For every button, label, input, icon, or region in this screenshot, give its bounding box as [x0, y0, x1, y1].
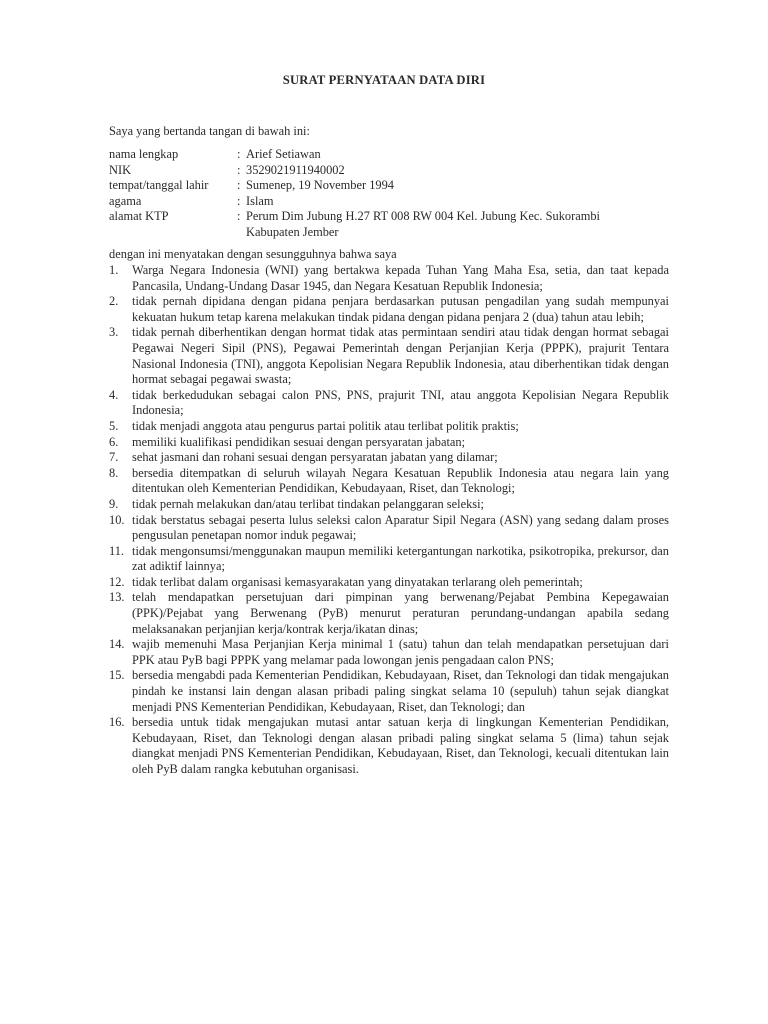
document-title: SURAT PERNYATAAN DATA DIRI [282, 73, 486, 87]
statement-number: 4. [109, 387, 119, 402]
field-value [246, 209, 669, 240]
field-colon: : [237, 162, 241, 177]
statement-item [109, 544, 669, 575]
statement-text: sehat jasmani dan rohani sesuai dengan persyaratan jabatan yang dilamar; [132, 450, 498, 465]
statement-item [109, 419, 669, 435]
statement-text: tidak mengonsumsi/menggunakan maupun memiliki ketergantungan narkotika, psikotropika, prekursor, dan zat adiktif lainnya; [132, 543, 669, 574]
statement-text: telah mendapatkan persetujuan dari pimpinan yang berwenang/Pejabat Pembina Kepegawaian (PPK)/Pejabat yang Berwenang (PyB) menurut peraturan perundang-undangan apabila sedang melaksanakan perjanjian kerja/kontrak kerja/ikatan dinas; [132, 590, 669, 636]
statement-item [109, 435, 669, 451]
field-value [246, 178, 669, 194]
field-value [246, 194, 669, 210]
statement-number: 14. [109, 637, 125, 652]
statement-item [109, 513, 669, 544]
statement-number: 13. [109, 590, 125, 605]
statement-text: bersedia ditempatkan di seluruh wilayah Negara Kesatuan Republik Indonesia atau negara lain yang ditentukan oleh Kementerian Pendidikan, Kebudayaan, Riset, dan Teknologi; [132, 465, 669, 496]
statement-text: bersedia untuk tidak mengajukan mutasi antar satuan kerja di lingkungan Kementerian Pendidikan, Kebudayaan, Riset, dan Teknologi dengan alasan pribadi paling singkat selama 5 (lima) tahun sejak diangkat menjadi PNS Kementerian Pendidikan, Kebudayaan, Riset, dan Teknologi, kecuali ditentukan lain oleh PyB dalam rangka kebutuhan organisasi. [132, 715, 669, 776]
declaration-text: dengan ini menyatakan dengan sesungguhnya bahwa saya [109, 247, 397, 261]
statement-item [109, 497, 669, 513]
statement-text: tidak terlibat dalam organisasi kemasyarakatan yang dinyatakan terlarang oleh pemerintah; [132, 574, 583, 589]
field-label: NIK [109, 162, 132, 177]
statement-item [109, 637, 669, 668]
field-value-line: 3529021911940002 [246, 162, 345, 177]
statement-text: tidak pernah melakukan dan/atau terlibat tindakan pelanggaran seleksi; [132, 496, 484, 511]
field-value-line: Perum Dim Jubung H.27 RT 008 RW 004 Kel. Jubung Kec. Sukorambi [246, 209, 600, 224]
field-value-line: Arief Setiawan [246, 147, 321, 161]
statement-text: tidak pernah dipidana dengan pidana penjara berdasarkan putusan pengadilan yang sudah mempunyai kekuatan hukum tetap karena melakukan tindak pidana dengan pidana penjara 2 (dua) tahun atau lebih; [132, 294, 669, 324]
field-value-line-2: Kabupaten Jember [246, 224, 339, 239]
field-row [109, 209, 669, 240]
field-row [109, 194, 669, 210]
statement-text: Warga Negara Indonesia (WNI) yang bertakwa kepada Tuhan Yang Maha Esa, setia, dan taat kepada Pancasila, Undang-Undang Dasar 1945, dan Negara Kesatuan Republik Indonesia; [132, 263, 669, 293]
statement-item [109, 450, 669, 466]
field-value [246, 163, 669, 179]
field-colon: : [237, 147, 241, 161]
statement-number: 11. [109, 543, 125, 558]
field-colon: : [237, 178, 241, 193]
statement-item [109, 668, 669, 715]
field-row [109, 147, 669, 163]
statement-text: tidak menjadi anggota atau pengurus partai politik atau terlibat politik praktis; [132, 418, 519, 433]
statement-item [109, 294, 669, 325]
statement-text: memiliki kualifikasi pendidikan sesuai dengan persyaratan jabatan; [132, 434, 466, 449]
statement-number: 12. [109, 574, 125, 589]
statement-number: 5. [109, 418, 119, 433]
field-label: agama [109, 193, 142, 208]
statement-text: wajib memenuhi Masa Perjanjian Kerja minimal 1 (satu) tahun dan telah mendapatkan persetujuan dari PPK atau PyB bagi PPPK yang melamar pada lowongan jenis pengadaan calon PNS; [132, 637, 669, 667]
statement-item [109, 590, 669, 637]
personal-data-fields [109, 147, 669, 241]
statement-number: 3. [109, 325, 119, 340]
statement-number: 7. [109, 450, 119, 465]
statement-number: 1. [109, 263, 119, 277]
field-label: tempat/tanggal lahir [109, 178, 209, 193]
statement-number: 9. [109, 496, 119, 511]
statement-item [109, 715, 669, 777]
statement-text: tidak berkedudukan sebagai calon PNS, PNS, prajurit TNI, atau anggota Kepolisian Negara Republik Indonesia; [132, 387, 669, 418]
statement-list [109, 263, 669, 778]
statement-item [109, 388, 669, 419]
statement-text: tidak berstatus sebagai peserta lulus seleksi calon Aparatur Sipil Negara (ASN) yang sedang dalam proses pengusulan penetapan nomor induk pegawai; [132, 512, 669, 543]
field-colon: : [237, 193, 241, 208]
field-colon: : [237, 209, 241, 224]
field-value-line: Islam [246, 193, 274, 208]
statement-item [109, 575, 669, 591]
statement-number: 16. [109, 715, 125, 730]
field-row [109, 163, 669, 179]
statement-number: 10. [109, 512, 125, 527]
field-value-line: Sumenep, 19 November 1994 [246, 178, 394, 193]
field-label: alamat KTP [109, 209, 169, 224]
statement-number: 15. [109, 668, 125, 683]
statement-number: 6. [109, 434, 119, 449]
intro-text: Saya yang bertanda tangan di bawah ini: [109, 124, 310, 138]
field-value [246, 147, 669, 163]
statement-item [109, 466, 669, 497]
statement-text: tidak pernah diberhentikan dengan hormat tidak atas permintaan sendiri atau tidak dengan hormat sebagai Pegawai Negeri Sipil (PNS), Pegawai Pemerintah dengan Perjanjian Kerja (PPPK), prajurit Tentara Nasional Indonesia (TNI), anggota Kepolisian Negara Republik Indonesia, atau diberhentikan tidak dengan hormat sebagai pegawai swasta; [132, 325, 669, 387]
statement-number: 2. [109, 294, 119, 309]
statement-item [109, 325, 669, 387]
field-row [109, 178, 669, 194]
field-label: nama lengkap [109, 147, 179, 161]
statement-text: bersedia mengabdi pada Kementerian Pendidikan, Kebudayaan, Riset, dan Teknologi dan tidak mengajukan pindah ke instansi lain dengan alasan pribadi paling singkat selama 10 (sepuluh) tahun sejak diangkat menjadi PNS Kementerian Pendidikan, Kebudayaan, Riset, dan Teknologi; dan [132, 668, 669, 714]
statement-number: 8. [109, 465, 119, 480]
statement-item [109, 263, 669, 294]
